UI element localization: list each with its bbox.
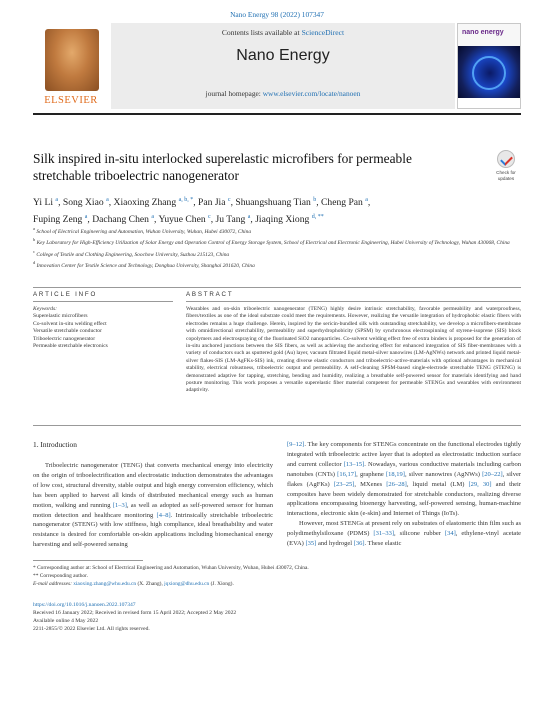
journal-header [33, 23, 521, 109]
section-rule [33, 287, 521, 288]
publication-info [33, 601, 521, 633]
abstract-text: Wearables and on-skin triboelectric nanogenerator (TENG) highly desire intrinsic stretchability, favorable permeability and waterproofness, fibers/textiles as one of the ideal substrate could meet the requirements. However, realizing the versatile integration of hydrophobic elastic fibers with electrodes remains a huge challenge. Herein, inspired by the sericin-bundled silk with outstanding stretchability, we develop a microfibers-membrane with omnidirectional stretchability, permeability and superhydrophobicity (SPSM) by synchronous electrospinning of styrene-isoprene (SIS) block copolymers and electrospraying of the fluorinated SiO2 nanoparticles. Co-solvent welding effect free of extra binders is proposed for the generation of in-situ anchored junctions between the SIS fibers, as well as achieving the anchoring effect for enhanced integration of SIS fiber-membranes with a variety of conductors such as sputtered gold (Au) layer, vacuum filtrated liquid metal-silver nanowires (LM-AgNWs) network and printed liquid metal-silver flakes-SIS (LM-AgFKs-SIS) ink, creating diverse elastic conductors and triboelectric-active-materials with optional advantages in mechanical stability, electrical robustness, triboelectric output and permeability. A self-cleaning SPSM-based single-electrode stretchable TENG (STENG) is demonstrated adaptive for tapping, stretching, bending and humidity, realizing a breathable self-powered sensor for materials identifying and hand posture monitoring. This work proposes a versatile superelastic fiber material competent for permeable STENGs and wearables with environment adaptivity. [186, 306, 521, 394]
footnotes [33, 564, 521, 588]
journal-cover-thumbnail[interactable] [457, 23, 521, 109]
citation-link[interactable]: [9–12] [287, 441, 305, 448]
footnote: * Corresponding author at: School of Electrical Engineering and Automation, Wuhan University, Wuhan, Hubei 430072, China. [33, 565, 309, 571]
cover-footer [458, 98, 521, 108]
email-link[interactable]: xiaoxing.zhang@whu.edu.cn [73, 581, 137, 587]
sciencedirect-link[interactable]: ScienceDirect [301, 28, 345, 37]
introduction-text-left [33, 461, 273, 550]
cover-image [458, 46, 521, 100]
keyword: Co-solvent in-situ welding effect [33, 320, 107, 327]
paragraph: However, most STENGs at present rely on substrates of elastomeric thin film such as polydimethylsiloxane (PDMS) [31–33], silicone rubber [34], ethylene-vinyl acetate (EVA) [35] and hydrogel [36]. These elastic [287, 520, 522, 548]
right-column [287, 440, 521, 549]
keyword: Permeable stretchable electronics [33, 343, 108, 350]
email-link[interactable]: jqxiong@dhu.edu.cn [164, 581, 210, 587]
homepage-line [111, 89, 455, 98]
citation-link[interactable]: [36] [353, 540, 365, 548]
citation-link[interactable]: [13–15] [343, 460, 365, 468]
cover-title: nano energy [462, 29, 504, 36]
citation-link[interactable]: [31–33] [373, 530, 395, 538]
introduction-text-right [287, 440, 521, 549]
citation-link[interactable]: [23–25] [333, 480, 355, 488]
journal-banner [111, 23, 455, 109]
abstract-label: ABSTRACT [186, 291, 234, 298]
citation-link[interactable]: [35] [305, 540, 317, 548]
citation-link[interactable]: [4–8] [156, 511, 171, 519]
journal-reference[interactable]: Nano Energy 98 (2022) 107347 [230, 10, 324, 19]
paragraph: [9–12]. The key components for STENGs concentrate on the functional electrodes tightly integrated with triboelectric active layer that is adopted as electrostatic induction surface and current collector [13–15]. Nowadays, various conductive materials including carbon nanotubes (CNTs) [16,17], graphene [18,19], silver nanowires (AgNWs) [20–22], silver flakes (AgFKs) [23–25], MXenes [26–28], liquid metal (LM) [29, 30] and their composites have been widely demonstrated for stretchable conductors, realizing diverse applications encompassing bioenergy harvesting, self-powered sensing, human-machine interactions, electronic skin (e-skin) and Internet of Things (IoTs). [287, 441, 521, 518]
article-info-label: ARTICLE INFO [33, 291, 98, 298]
citation-link[interactable]: [29, 30] [468, 480, 492, 488]
author[interactable]: Dachang Chen $^a$ [92, 214, 155, 226]
abstract-end-rule [33, 425, 521, 426]
keywords-title: Keywords: [33, 306, 58, 312]
keywords-list [33, 313, 173, 351]
doi-link[interactable]: https://doi.org/10.1016/j.nanoen.2022.107347 [33, 602, 136, 608]
introduction-heading: 1. Introduction [33, 440, 77, 449]
author[interactable]: Xiaoxing Zhang $^{a, b, *}$ [113, 197, 194, 209]
footnote: ** Corresponding author. [33, 573, 88, 579]
footnote-emails: E-mail addresses: xiaoxing.zhang@whu.edu.cn (X. Zhang), jqxiong@dhu.edu.cn (J. Xiong). [33, 581, 234, 587]
keyword: Versatile stretchable conductor [33, 328, 102, 335]
author[interactable]: Ju Tang $^a$ [215, 214, 251, 226]
cover-header [458, 24, 521, 46]
keyword: Triboelectric nanogenerator [33, 335, 96, 342]
article-info-rule [33, 301, 173, 302]
contents-line [111, 28, 455, 37]
author[interactable]: Shuangshuang Tian $^b$ [235, 197, 317, 209]
citation-link[interactable]: [26–28] [386, 480, 407, 488]
author[interactable]: Fuping Zeng $^a$ [33, 214, 88, 226]
citation-link[interactable]: [16,17] [337, 470, 357, 478]
citation-link[interactable]: [20–22] [482, 470, 503, 478]
copyright: 2211-2855/© 2022 Elsevier Ltd. All rights reserved. [33, 626, 150, 632]
contents-prefix: Contents lists available at [221, 28, 302, 37]
left-column [33, 440, 273, 550]
homepage-link[interactable]: www.elsevier.com/locate/nanoen [262, 89, 361, 98]
author[interactable]: Cheng Pan $^a$ [321, 197, 368, 209]
author[interactable]: Yuyue Chen $^c$ [158, 214, 211, 226]
article-title: Silk inspired in-situ interlocked superelastic microfibers for permeable stretchable triboelectric nanogenerator [33, 151, 412, 183]
journal-title: Nano Energy [236, 47, 330, 64]
publisher-logo[interactable] [33, 23, 109, 109]
affiliation: $^d$ Innovation Center for Textile Science and Technology, Donghua University, Shanghai 201620, China [33, 260, 255, 269]
available-online: Available online 4 May 2022 [33, 618, 99, 624]
affiliation: $^a$ School of Electrical Engineering and Automation, Wuhan University, Wuhan, Hubei 430072, China [33, 226, 252, 235]
check-for-updates-button[interactable] [491, 150, 521, 186]
author-list: Yi Li $^a$, Song Xiao $^a$, Xiaoxing Zhang $^{a, b, *}$, Pan Jia $^c$, Shuangshuang Tian $^b$, Cheng Pan $^a$, Fuping Zeng $^a$, Dachang Chen $^a$, Yuyue Chen $^c$, Ju Tang $^a$, Jiaqing Xiong $^{d, **}$ [33, 197, 371, 226]
affiliation: $^b$ Key Laboratory for High-Efficiency Utilization of Solar Energy and Operation Control of Energy Storage System, School of Electrical and Electronic Engineering, Hubei University of Technology, Wuhan 430068, China [33, 237, 510, 247]
author[interactable]: Song Xiao $^a$ [62, 197, 109, 209]
check-updates-label: Check for updates [496, 170, 516, 181]
received-dates: Received 16 January 2022; Received in revised form 15 April 2022; Accepted 2 May 2022 [33, 610, 237, 616]
citation-link[interactable]: [18,19] [385, 470, 405, 478]
abstract-rule [186, 301, 521, 302]
author[interactable]: Jiaqing Xiong $^{d, **}$ [255, 214, 324, 226]
publisher-name: ELSEVIER [44, 95, 98, 106]
homepage-prefix: journal homepage: [205, 89, 263, 98]
paragraph: Triboelectric nanogenerator (TENG) that converts mechanical energy into electricity on the origin of triboelectrification and electrostatic induction demonstrates the advantages of low cost, structural diversity, stable output and high energy conversion efficiency, which has been applied to harvest all kinds of distributed mechanical energy such as human motion, walking and running [1–3], as well as adopted as self-powered sensor for human motion detection and healthcare monitoring [4–8]. Intrinsically stretchable triboelectric nanogenerator (STENG) with low stiffness, high compliance, ideal breathability and water resistance is desired for comfortable on-skin applications including biomechanical energy harvesting and self-powered sensing [33, 462, 273, 549]
footnote-rule [33, 560, 143, 561]
citation-link[interactable]: [1–3] [112, 501, 127, 509]
affiliation: $^c$ College of Textile and Clothing Engineering, Soochow University, Suzhou 215123, China [33, 248, 230, 258]
header-rule [33, 113, 521, 115]
keyword: Superelastic microfibers [33, 313, 88, 319]
author[interactable]: Pan Jia $^c$ [198, 197, 231, 209]
affiliations [33, 225, 521, 271]
author[interactable]: Yi Li $^a$ [33, 197, 59, 209]
check-updates-icon [497, 150, 515, 168]
citation-link[interactable]: [34] [444, 530, 456, 538]
cover-ring-graphic [472, 56, 506, 90]
elsevier-tree-icon [45, 29, 99, 91]
